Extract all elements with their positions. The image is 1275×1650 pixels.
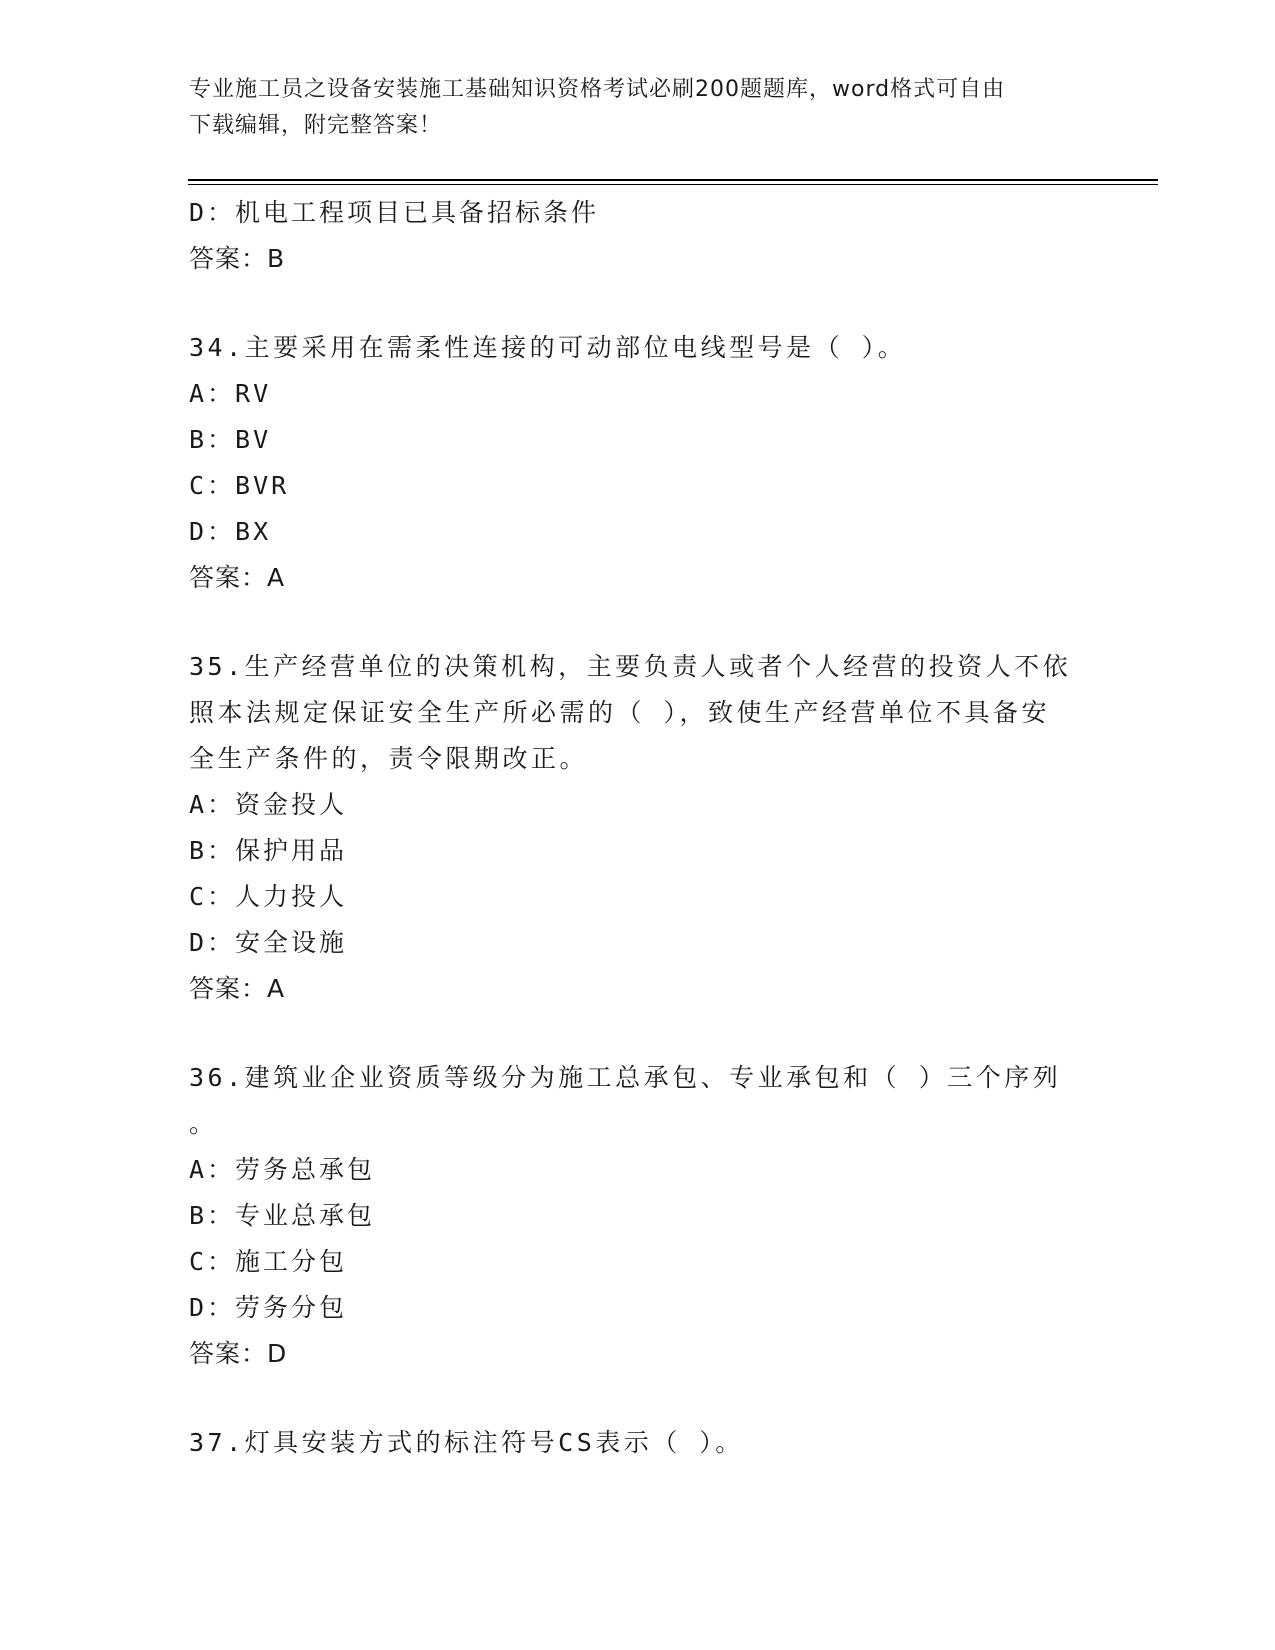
option-c: C：施工分包 <box>189 1247 348 1276</box>
question-stem-line-1: 35.生产经营单位的决策机构，主要负责人或者个人经营的投资人不依 <box>189 652 1072 681</box>
question-list <box>189 190 1089 1466</box>
option-c: C：人力投人 <box>189 882 348 911</box>
question-34 <box>189 325 1089 601</box>
option-b: B：保护用品 <box>189 836 348 865</box>
document-header <box>189 72 1069 144</box>
question-33-tail <box>189 190 1089 282</box>
question-stem-line-2: 照本法规定保证安全生产所必需的（ ），致使生产经营单位不具备安 <box>189 698 1051 727</box>
question-37 <box>189 1420 1089 1466</box>
header-line-1: 专业施工员之设备安装施工基础知识资格考试必刷200题题库，word格式可自由 <box>189 77 1006 102</box>
question-35 <box>189 644 1089 1012</box>
question-stem-line-3: 全生产条件的，责令限期改正。 <box>189 744 589 773</box>
option-b: B：专业总承包 <box>189 1201 376 1230</box>
option-d: D：劳务分包 <box>189 1293 348 1322</box>
answer: 答案：A <box>189 974 286 1003</box>
answer: 答案：B <box>189 244 286 273</box>
answer: 答案：A <box>189 563 286 592</box>
question-36 <box>189 1055 1089 1377</box>
option-d: D：安全设施 <box>189 928 348 957</box>
header-rule-thin <box>188 184 1158 185</box>
question-stem: 34.主要采用在需柔性连接的可动部位电线型号是（ ）。 <box>189 333 907 362</box>
header-rule-thick <box>188 179 1158 181</box>
answer: 答案：D <box>189 1339 288 1368</box>
option-a: A：RV <box>189 379 272 408</box>
question-stem-line-1: 36.建筑业企业资质等级分为施工总承包、专业承包和（ ）三个序列 <box>189 1063 1062 1092</box>
question-stem: 37.灯具安装方式的标注符号CS表示（ ）。 <box>189 1428 744 1457</box>
option-a: A：劳务总承包 <box>189 1155 376 1184</box>
option-d: D：BX <box>189 517 272 546</box>
option-b: B：BV <box>189 425 272 454</box>
question-stem-line-2: 。 <box>189 1109 218 1138</box>
option-a: A：资金投人 <box>189 790 348 819</box>
option-c: C：BVR <box>189 471 290 500</box>
header-line-2: 下载编辑，附完整答案！ <box>189 113 443 138</box>
option-d: D：机电工程项目已具备招标条件 <box>189 198 600 227</box>
